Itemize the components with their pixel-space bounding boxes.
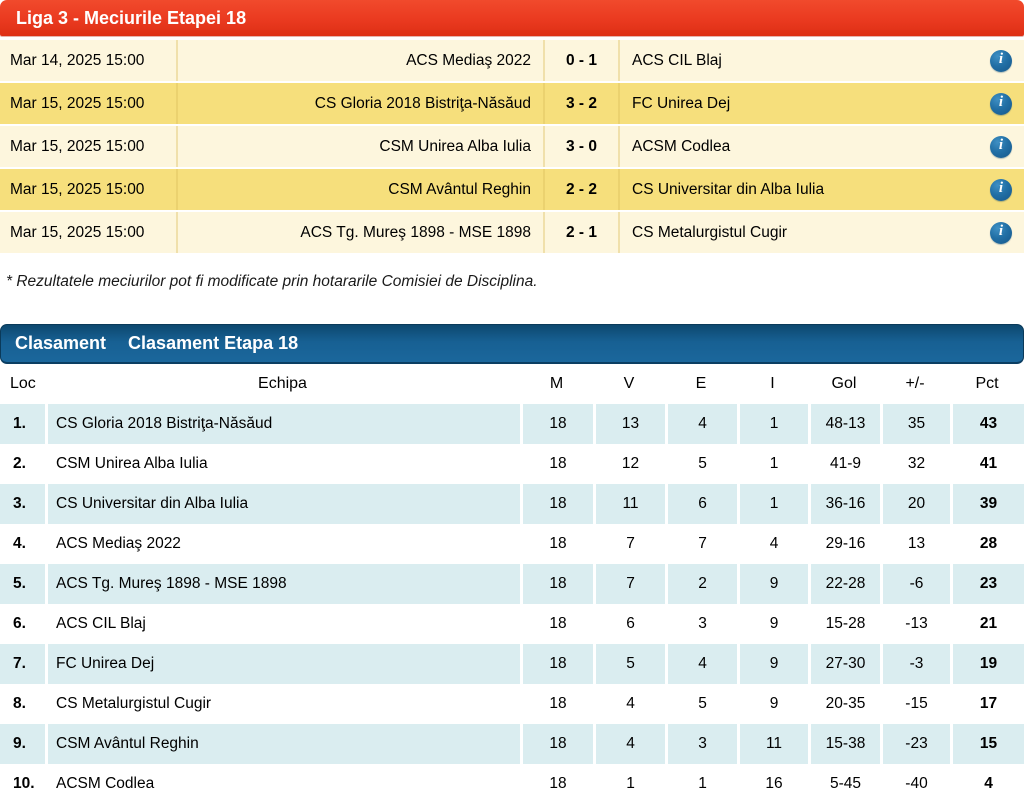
rank-cell: 6. <box>13 615 26 632</box>
standings-table <box>0 364 1024 804</box>
team-name-cell: FC Unirea Dej <box>45 644 520 684</box>
wins-cell: 12 <box>593 444 665 484</box>
matches-cell: 18 <box>520 444 593 484</box>
column-header-v: V <box>623 375 635 392</box>
wins-cell: 4 <box>593 724 665 764</box>
info-icon-glyph: i <box>998 137 1004 153</box>
goals-cell: 41-9 <box>808 444 880 484</box>
standings-row <box>0 644 1024 684</box>
wins-cell: 7 <box>593 524 665 564</box>
goals-cell: 48-13 <box>808 404 880 444</box>
team-name-cell: ACS Mediaş 2022 <box>45 524 520 564</box>
match-row <box>0 40 1024 81</box>
match-date: Mar 15, 2025 15:00 <box>0 126 178 167</box>
matches-title: Liga 3 - Meciurile Etapei 18 <box>16 7 247 28</box>
goals-cell: 36-16 <box>808 484 880 524</box>
standings-row <box>0 724 1024 764</box>
standings-row <box>0 444 1024 484</box>
match-row <box>0 212 1024 253</box>
rank-cell: 7. <box>13 655 26 672</box>
losses-cell: 11 <box>737 724 808 764</box>
team-name-cell: CSM Unirea Alba Iulia <box>45 444 520 484</box>
info-icon[interactable] <box>990 222 1012 244</box>
away-team: CS Metalurgistul Cugir <box>632 223 788 241</box>
team-name-cell: ACS Tg. Mureş 1898 - MSE 1898 <box>45 564 520 604</box>
points-cell: 4 <box>950 764 1024 804</box>
match-date: Mar 15, 2025 15:00 <box>0 83 178 124</box>
standings-table-body <box>0 404 1024 804</box>
wins-cell: 6 <box>593 604 665 644</box>
losses-cell: 16 <box>737 764 808 804</box>
goal-diff-cell: -23 <box>880 724 950 764</box>
goals-cell: 15-38 <box>808 724 880 764</box>
info-icon[interactable] <box>990 179 1012 201</box>
home-team: CSM Unirea Alba Iulia <box>178 126 545 167</box>
rank-cell: 10. <box>13 775 35 792</box>
match-score: 3 - 2 <box>545 83 620 124</box>
standings-row <box>0 604 1024 644</box>
team-name-cell: CSM Avântul Reghin <box>45 724 520 764</box>
rank-cell: 9. <box>13 735 26 752</box>
standings-row <box>0 404 1024 444</box>
column-header-gol: Gol <box>831 375 857 392</box>
rank-cell: 1. <box>13 415 26 432</box>
standings-row <box>0 764 1024 804</box>
info-icon-glyph: i <box>998 51 1004 67</box>
wins-cell: 4 <box>593 684 665 724</box>
column-header-pct: Pct <box>975 375 999 392</box>
matches-cell: 18 <box>520 724 593 764</box>
goal-diff-cell: -13 <box>880 604 950 644</box>
draws-cell: 5 <box>665 444 737 484</box>
matches-cell: 18 <box>520 604 593 644</box>
draws-cell: 2 <box>665 564 737 604</box>
matches-header-bar <box>0 0 1024 36</box>
draws-cell: 3 <box>665 724 737 764</box>
points-cell: 43 <box>950 404 1024 444</box>
standings-column-header-row <box>0 364 1024 404</box>
wins-cell: 13 <box>593 404 665 444</box>
team-name-cell: ACSM Codlea <box>45 764 520 804</box>
goal-diff-cell: -40 <box>880 764 950 804</box>
goal-diff-cell: -6 <box>880 564 950 604</box>
team-name-cell: CS Gloria 2018 Bistriţa-Năsăud <box>45 404 520 444</box>
losses-cell: 9 <box>737 564 808 604</box>
goals-cell: 29-16 <box>808 524 880 564</box>
goals-cell: 15-28 <box>808 604 880 644</box>
draws-cell: 1 <box>665 764 737 804</box>
results-disclaimer-note: * Rezultatele meciurilor pot fi modificate prin hotararile Comisiei de Disciplina. <box>6 273 538 290</box>
draws-cell: 4 <box>665 644 737 684</box>
away-team: ACS CIL Blaj <box>632 51 722 69</box>
match-row <box>0 83 1024 124</box>
rank-cell: 5. <box>13 575 26 592</box>
standings-row <box>0 564 1024 604</box>
standings-row <box>0 484 1024 524</box>
match-date: Mar 15, 2025 15:00 <box>0 212 178 253</box>
column-header-e: E <box>695 375 707 392</box>
matches-cell: 18 <box>520 404 593 444</box>
wins-cell: 7 <box>593 564 665 604</box>
home-team: ACS Tg. Mureş 1898 - MSE 1898 <box>178 212 545 253</box>
points-cell: 21 <box>950 604 1024 644</box>
info-icon[interactable] <box>990 93 1012 115</box>
points-cell: 15 <box>950 724 1024 764</box>
goal-diff-cell: 35 <box>880 404 950 444</box>
info-icon-glyph: i <box>998 180 1004 196</box>
match-date: Mar 15, 2025 15:00 <box>0 169 178 210</box>
losses-cell: 1 <box>737 484 808 524</box>
info-icon-glyph: i <box>998 223 1004 239</box>
info-icon[interactable] <box>990 136 1012 158</box>
match-row <box>0 169 1024 210</box>
rank-cell: 8. <box>13 695 26 712</box>
wins-cell: 5 <box>593 644 665 684</box>
goals-cell: 27-30 <box>808 644 880 684</box>
points-cell: 41 <box>950 444 1024 484</box>
team-name-cell: CS Universitar din Alba Iulia <box>45 484 520 524</box>
column-header-m: M <box>549 375 564 392</box>
rank-cell: 4. <box>13 535 26 552</box>
away-team: FC Unirea Dej <box>632 94 731 112</box>
points-cell: 28 <box>950 524 1024 564</box>
points-cell: 17 <box>950 684 1024 724</box>
match-score: 2 - 2 <box>545 169 620 210</box>
away-team: ACSM Codlea <box>632 137 731 155</box>
away-team: CS Universitar din Alba Iulia <box>632 180 825 198</box>
points-cell: 39 <box>950 484 1024 524</box>
losses-cell: 9 <box>737 644 808 684</box>
match-score: 0 - 1 <box>545 40 620 81</box>
team-name-cell: ACS CIL Blaj <box>45 604 520 644</box>
matches-cell: 18 <box>520 564 593 604</box>
goals-cell: 22-28 <box>808 564 880 604</box>
goals-cell: 5-45 <box>808 764 880 804</box>
home-team: ACS Mediaş 2022 <box>178 40 545 81</box>
goal-diff-cell: 32 <box>880 444 950 484</box>
goals-cell: 20-35 <box>808 684 880 724</box>
column-header-i: I <box>770 375 775 392</box>
wins-cell: 11 <box>593 484 665 524</box>
matches-cell: 18 <box>520 644 593 684</box>
goal-diff-cell: -15 <box>880 684 950 724</box>
team-name-cell: CS Metalurgistul Cugir <box>45 684 520 724</box>
wins-cell: 1 <box>593 764 665 804</box>
column-header-loc: Loc <box>10 375 36 392</box>
rank-cell: 3. <box>13 495 26 512</box>
standings-row <box>0 524 1024 564</box>
standings-row <box>0 684 1024 724</box>
matches-cell: 18 <box>520 684 593 724</box>
draws-cell: 5 <box>665 684 737 724</box>
standings-subtitle: Clasament Etapa 18 <box>128 333 299 353</box>
draws-cell: 3 <box>665 604 737 644</box>
home-team: CSM Avântul Reghin <box>178 169 545 210</box>
matches-cell: 18 <box>520 524 593 564</box>
info-icon-glyph: i <box>998 94 1004 110</box>
home-team: CS Gloria 2018 Bistriţa-Năsăud <box>178 83 545 124</box>
matches-cell: 18 <box>520 764 593 804</box>
match-score: 2 - 1 <box>545 212 620 253</box>
standings-title: Clasament <box>15 333 107 353</box>
losses-cell: 1 <box>737 404 808 444</box>
draws-cell: 4 <box>665 404 737 444</box>
match-score: 3 - 0 <box>545 126 620 167</box>
column-header-diff: +/- <box>905 375 925 392</box>
losses-cell: 4 <box>737 524 808 564</box>
points-cell: 19 <box>950 644 1024 684</box>
points-cell: 23 <box>950 564 1024 604</box>
info-icon[interactable] <box>990 50 1012 72</box>
matches-cell: 18 <box>520 484 593 524</box>
losses-cell: 9 <box>737 684 808 724</box>
goal-diff-cell: 13 <box>880 524 950 564</box>
match-row <box>0 126 1024 167</box>
goal-diff-cell: -3 <box>880 644 950 684</box>
rank-cell: 2. <box>13 455 26 472</box>
goal-diff-cell: 20 <box>880 484 950 524</box>
draws-cell: 7 <box>665 524 737 564</box>
draws-cell: 6 <box>665 484 737 524</box>
match-date: Mar 14, 2025 15:00 <box>0 40 178 81</box>
losses-cell: 1 <box>737 444 808 484</box>
standings-header-bar <box>0 324 1024 364</box>
matches-table <box>0 40 1024 253</box>
column-header-team: Echipa <box>258 375 307 392</box>
losses-cell: 9 <box>737 604 808 644</box>
